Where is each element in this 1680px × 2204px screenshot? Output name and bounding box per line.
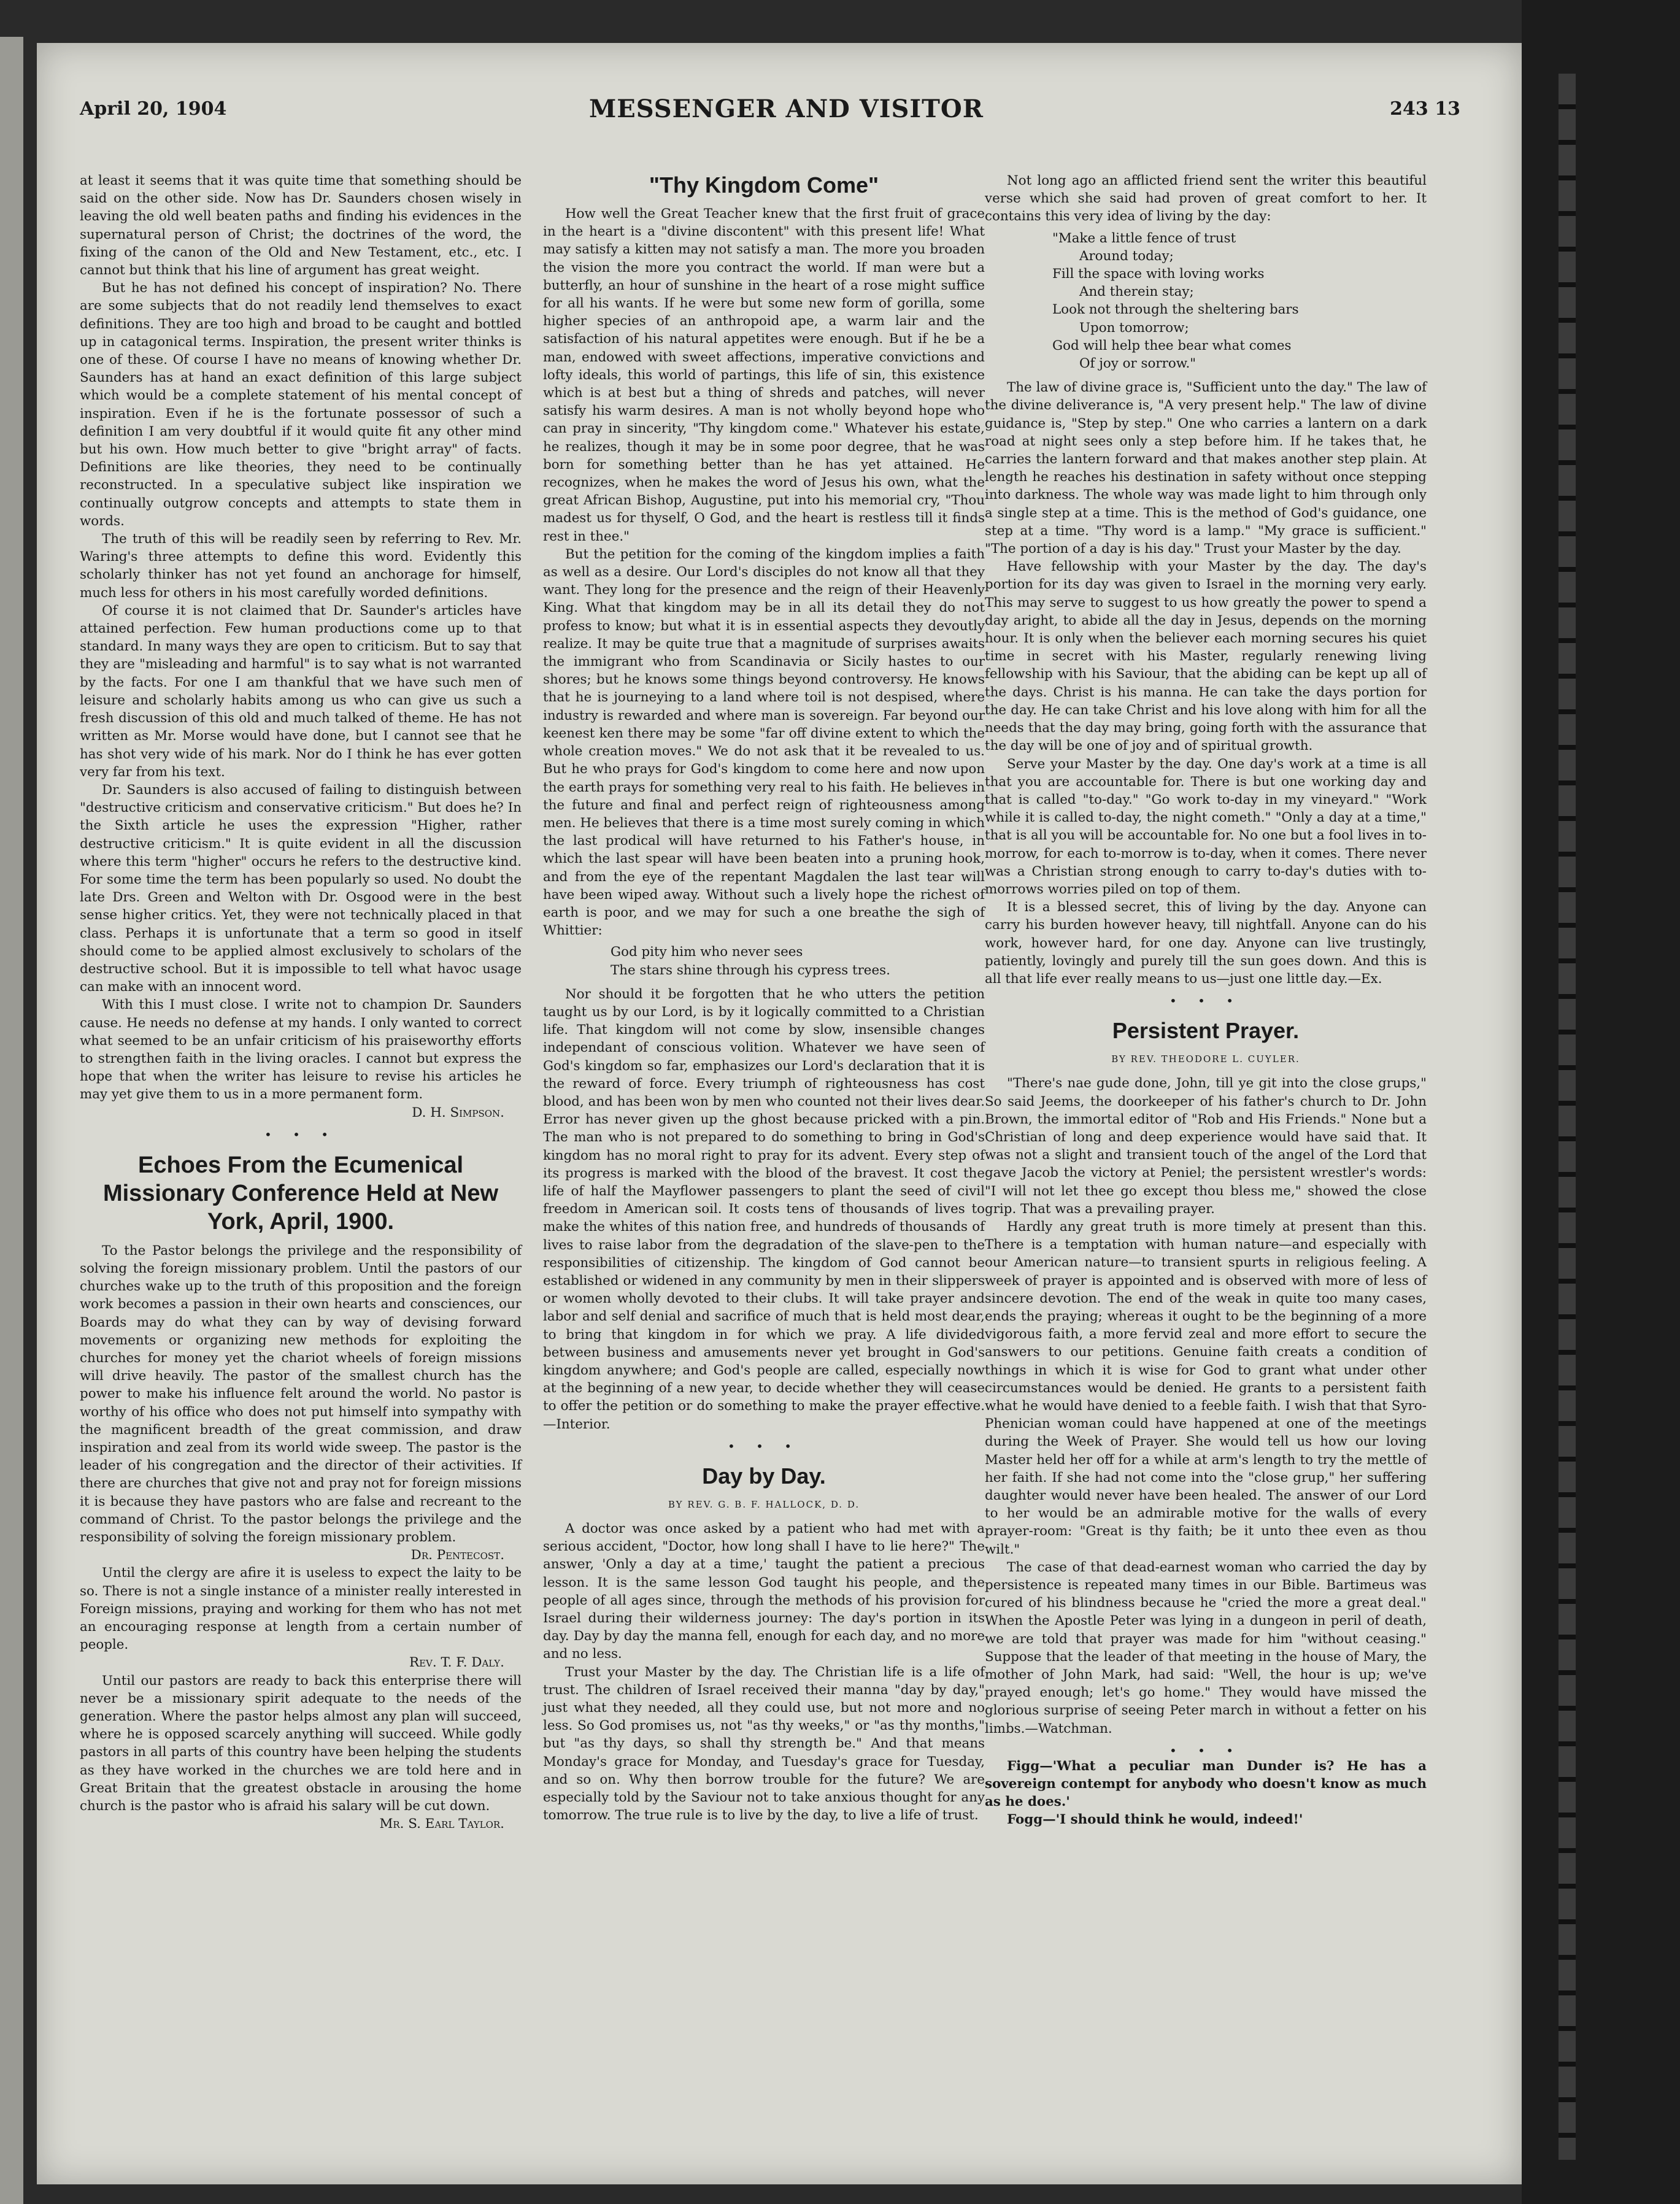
- ornament: • • •: [1169, 993, 1243, 1009]
- byline: BY REV. G. B. F. HALLOCK, D. D.: [668, 1498, 860, 1510]
- paragraph: Fogg—'I should think he would, indeed!': [1007, 1812, 1303, 1828]
- article-title-persistent-prayer: Persistent Prayer.: [1112, 1018, 1300, 1044]
- column-3: [985, 172, 1427, 1829]
- paragraph: Until the clergy are afire it is useless to expect the laity to be so. There is not a single instance of a minister really interested in Foreign missions, praying and working for them who has not met an encouraging response at length from a certain number of people.: [80, 1565, 522, 1653]
- paragraph: The truth of this will be readily seen by referring to Rev. Mr. Waring's three attempts to define this word. Evidently this scholarly thinker has not yet found an anchorage for himself, much less for others in his most carefully worded definitions.: [80, 531, 522, 601]
- paragraph: How well the Great Teacher knew that the first fruit of grace in the heart is a "divine discontent" with this present life! What may satisfy a kitten may not satisfy a man. The more you broaden the vision the more you contract the world. If man were but a butterfly, an hour of sunshine in the heart of a rose might suffice for all his wants. If he were but some new form of gorilla, some higher species of an anthropoid ape, a warm lair and the satisfaction of his natural appetites were enough. But if he be a man, endowed with sweet affections, imperative convictions and lofty ideals, this world of partings, this life of sin, this existence which is at best but a thing of shreds and patches, will never satisfy his warm desires. A man is not wholly beyond hope who can pray in sincerity, "Thy kingdom come." Whatever his estate, he realizes, though it may be in some poor degree, that he was born for something better than he has yet attained. He recognizes, when he makes the word of Jesus his own, what the great African Bishop, Augustine, put into his memorial cry, "Thou madest us for thyself, O God, and the heart is restless till it finds rest in thee.": [543, 206, 985, 544]
- paragraph: It is a blessed secret, this of living by the day. Anyone can carry his burden however heavy, till nightfall. Anyone can do his work, however hard, for one day. Anyone can live trustingly, patiently, lovingly and purely till the sun goes down. And this is all that life ever really means to us—just one little day.—Ex.: [985, 900, 1427, 987]
- paragraph: Of course it is not claimed that Dr. Saunder's articles have attained perfection. Few human productions come up to that standard. In many ways they are open to criticism. But to say that they are "misleading and harmful" is to say what is not warranted by the facts. For one I am thankful that we have such men of leisure and scholarly habits among us who can give us such a fresh discussion of this old and much talked of theme. He has not written as Mr. Morse would have done, but I cannot see that he has shot very wide of his mark. Nor do I think he has ever gotten very far from his text.: [80, 603, 522, 780]
- poem-line: The stars shine through his cypress trees.: [611, 962, 890, 978]
- byline: BY REV. THEODORE L. CUYLER.: [1111, 1054, 1300, 1065]
- adjacent-page-edge: [0, 37, 23, 2204]
- ornament: • • •: [727, 1438, 801, 1454]
- paragraph: Until our pastors are ready to back this enterprise there will never be a missionary spirit adequate to the needs of the generation. Where the pastor helps almost any plan will succeed, where he is opposed scarcely anything will succeed. While godly pastors in all parts of this country have been helping the students as they have worked in the churches we are told here and in Great Britain that the greatest obstacle in arousing the home church is the pastor who is afraid his salary will be cut down.: [80, 1673, 522, 1814]
- poem-line: Of joy or sorrow.": [1079, 356, 1196, 372]
- article-title-echoes: Echoes From the Ecumenical Missionary Conference Held at New York, April, 1900.: [102, 1152, 499, 1235]
- page-header: [80, 92, 1485, 135]
- column-1: [80, 172, 522, 1833]
- paragraph: Have fellowship with your Master by the day. The day's portion for its day was given to Israel in the morning very early. This may serve to suggest to us how greatly the power to spend a day aright, to abide all the day in Jesus, depends on the morning hour. It is only when the believer each morning secures his quiet time in secret with his Master, regularly renewing living fellowship with his Saviour, that the abiding can be kept up all of the days. Christ is his manna. He can take the days portion for the day. He can take Christ and his love along with him for all the needs that the day may bring, going forth with the assurance that the day will be one of joy and of spiritual growth.: [985, 559, 1427, 754]
- header-date: April 20, 1904: [80, 98, 227, 120]
- ornament: • • •: [1169, 1743, 1243, 1758]
- poem-line: Look not through the sheltering bars: [1052, 302, 1299, 318]
- poem-line: Around today;: [1079, 248, 1174, 264]
- paragraph: The law of divine grace is, "Sufficient unto the day." The law of the divine deliverance is, "A very present help." The law of divine guidance is, "Step by step." One who carries a lantern on a dark road at night sees only a step before him. If he takes that, he carries the lantern forward and that makes another step plain. At length he reaches his destination in safety without once stepping into darkness. The whole way was made light to him through only a single step at a time. This is the method of God's guidance, one step at a time. "Thy word is a lamp." "My grace is sufficient." "The portion of a day is his day." Trust your Master by the day.: [985, 380, 1427, 557]
- signature: Dr. Pentecost.: [410, 1547, 504, 1563]
- signature: Rev. T. F. Daly.: [409, 1655, 504, 1671]
- poem-verse: [1052, 229, 1427, 373]
- paragraph: The case of that dead-earnest woman who carried the day by persistence is repeated many times in our Bible. Bartimeus was cured of his blindness because he "cried the more a great deal." When the Apostle Peter was lying in a dungeon in peril of death, we are told that prayer was made for him "without ceasing." Suppose that the leader of that meeting in the house of Mary, the mother of John Mark, had said: "Well, the hour is up; we've prayed enough; let's go home." They would have missed the glorious surprise of seeing Peter march in without a fetter on his limbs.—Watchman.: [985, 1559, 1427, 1736]
- ornament: • • •: [264, 1127, 337, 1142]
- paragraph: Not long ago an afflicted friend sent the writer this beautiful verse which she said had proven of great comfort to her. It contains this very idea of living by the day:: [985, 173, 1427, 225]
- article-title-kingdom: "Thy Kingdom Come": [649, 172, 879, 198]
- column-2: [543, 172, 985, 1824]
- poem-line: And therein stay;: [1079, 284, 1194, 300]
- binding-edge: [1559, 74, 1576, 2160]
- poem-line: Fill the space with loving works: [1052, 266, 1265, 282]
- poem-line: "Make a little fence of trust: [1052, 230, 1236, 246]
- poem-line: Upon tomorrow;: [1079, 320, 1189, 336]
- paragraph: To the Pastor belongs the privilege and the responsibility of solving the foreign missionary problem. Until the pastors of our churches wake up to the truth of this proposition and the foreign work becomes a passion in their own hearts and consciences, our Boards may do what they can by way of devising forward movements or organizing new methods for exploiting the churches for money yet the chariot wheels of foreign missions will drive heavily. The pastor of the smallest church has the power to make his influence felt around the world. No pastor is worthy of his office who does not put himself into sympathy with the magnificent breadth of the great commission, and draw inspiration and zeal from its world wide sweep. The pastor is the leader of his congregation and the director of their activities. If there are churches that give not and pray not for foreign missions it is because they have pastors who are false and recreant to the command of Christ. To the pastor belongs the privilege and the responsibility of solving the foreign missionary problem.: [80, 1243, 522, 1546]
- paragraph: Figg—'What a peculiar man Dunder is? He has a sovereign contempt for anybody who doesn't know as much as he does.': [985, 1758, 1427, 1810]
- paragraph: "There's nae gude done, John, till ye git into the close grups," So said Jeems, the doorkeeper of his father's church to Dr. John Brown, the immortal editor of "Rob and His Friends." None but a Christian of long and deep experience would have said that. It was not a slight and transient touch of the angel of the Lord that gave Jacob the victory at Peniel; the persistent wrestler's words: "I will not let thee go except thou bless me," showed the close grip. That was a prevailing prayer.: [985, 1076, 1427, 1217]
- poem-line: God pity him who never sees: [611, 944, 803, 960]
- poem-quote: [611, 943, 985, 979]
- paragraph: Trust your Master by the day. The Christian life is a life of trust. The children of Israel received their manna "day by day," just what they needed, all they could use, but not more and no less. So God promises us, not "as thy weeks," or "as thy months," but "as thy days, so shall thy strength be." And that means Monday's grace for Monday, and Tuesday's grace for Tuesday, and so on. Why then borrow trouble for the future? We are especially told by the Saviour not to take anxious thought for any tomorrow. The true rule is to live by the day, to live a life of trust.: [543, 1664, 985, 1824]
- signature: D. H. Simpson.: [412, 1104, 504, 1120]
- paragraph: Nor should it be forgotten that he who utters the petition taught us by our Lord, is by it logically committed to a Christian life. That kingdom will not come by slow, insensible changes independant of conscious volition. Whatever we have seen of God's kingdom so far, emphasizes our Lord's declaration that it is the reward of force. Every triumph of righteousness has cost blood, and has been won by men who counted not their lives dear. Error has never given up the ghost because pricked with a pin. The man who is not prepared to do something to bring in God's kingdom has no moral right to pray for its advent. Every step of its progress is marked with the blood of the bravest. It cost the life of half the Mayflower passengers to plant the seed of civil freedom in American soil. It costs tens of thousands of lives to make the whites of this nation free, and hundreds of thousands of lives to raise labor from the degradation of the slave-pen to the responsibilities of citizenship. The kingdom of God cannot be established or widened in any community by men in their slippers or women wholly devoted to their clubs. It will take prayer and labor and self denial and sacrifice of much that is held most dear, to bring that kingdom in for which we pray. A life divided between business and amusements never yet brought in God's kingdom anywhere; and God's people are called, especially now at the beginning of a new year, to decide whether they will cease to offer the petition or do something to make the prayer effective.—Interior.: [543, 986, 985, 1432]
- scan-background: [1522, 0, 1680, 2204]
- paragraph: Hardly any great truth is more timely at present than this. There is a temptation with human nature—and especially with our American nature—to transient spurts in religious feeling. A week of prayer is appointed and is observed with more of less of sincere devotion. The end of the weak in quite too many cases, ends the praying; whereas it ought to be the beginning of a more vigorous faith, a more fervid zeal and more effort to secure the answers to our petitions. Genuine faith creats a condition of things in which it is wise for God to grant what under other circumstances would be denied. He grants to a persistent faith what he would have denied to a feeble faith. I wish that that Syro-Phenician woman could have happened at one of the meetings during the Week of Prayer. She would tell us how our loving Master held her off for a while at arm's length to try the mettle of her faith. If she had not come into the "close grup," her suffering daughter would never have been healed. The answer of our Lord to her would be an admirable motive for the walls of every prayer-room: "Great is thy faith; be it unto thee even as thou wilt.": [985, 1219, 1427, 1557]
- paragraph: But the petition for the coming of the kingdom implies a faith as well as a desire. Our Lord's disciples do not know all that they want. They long for the presence and the reign of their Heavenly King. What that kingdom may be in all its detail they do not profess to know; but what it is in essential aspects they devoutly realize. It may be quite true that a magnitude of surprises awaits the immigrant who from Scandinavia or Sicily hastes to our shores; but he knows some things beyond controversy. He knows that he is journeying to a land where toil is not despised, where industry is rewarded and where man is sovereign. Far beyond our keenest ken there may be some "far off divine extent to which the whole creation moves." We do not ask that it be revealed to us. But he who prays for God's kingdom to come here and now upon the earth prays for something very real to his faith. He believes in the future and final and perfect reign of righteousness among men. He believes that there is a time most surely coming in which the last prodical will have returned to his Father's house, in which the last spear will have been beaten into a pruning hook, and from the eye of the repentant Magdalen the last tear will have been wiped away. Without such a lively hope the richest of earth is poor, and we may for such a one breathe the sigh of Whittier:: [543, 546, 985, 939]
- article-title-day-by-day: Day by Day.: [702, 1463, 826, 1489]
- paragraph: But he has not defined his concept of inspiration? No. There are some subjects that do not readily lend themselves to exact definitions. They are too high and broad to be caught and bottled up in catagonical terms. Inspiration, the present writer thinks is one of these. Of course I have no means of knowing whether Dr. Saunders has at hand an exact definition of this large subject which would be a complete statement of his mental concept of inspiration. Even if he is the fortunate possessor of such a definition I am very doubtful if it would quite fit any other mind but his own. How much better to give "bright array" of facts. Definitions are like theories, they need to be continually reconstructed. In a speculative subject like inspiration we continually outgrow concepts and attempts to state them in words.: [80, 280, 522, 529]
- paragraph: A doctor was once asked by a patient who had met with a serious accident, "Doctor, how long shall I have to lie here?" The answer, 'Only a day at a time,' taught the patient a precious lesson. It is the same lesson God taught his people, and the people of all ages since, through the methods of his provision for Israel during their wilderness journey: The day's portion in its day. Day by day the manna fell, enough for each day, and no more and no less.: [543, 1521, 985, 1662]
- paragraph: at least it seems that it was quite time that something should be said on the other side. Now has Dr. Saunders chosen wisely in leaving the old well beaten paths and finding his evidences in the supernatural person of Christ; the doctrines of the word, the fixing of the canon of the Old and New Testament, etc., etc. I cannot but think that his line of argument has great weight.: [80, 173, 522, 279]
- poem-line: God will help thee bear what comes: [1052, 337, 1292, 353]
- header-title: MESSENGER AND VISITOR: [589, 94, 984, 123]
- paragraph: Dr. Saunders is also accused of failing to distinguish between "destructive criticism and conservative criticism." But does he? In the Sixth article he uses the expression "Higher, rather destructive criticism." It is quite evident in all the discussion where this term "higher" occurs he refers to the destructive kind. For some time the term has been popularly so used. No doubt the late Drs. Green and Welton with Dr. Osgood were in the best sense higher critics. Yet, they were not technically placed in that class. Perhaps it is unfortunate that a term so good in itself should come to be applied almost exclusively to scholars of the destructive school. But it is impossible to tell what havoc usage can make with an innocent word.: [80, 782, 522, 995]
- signature: Mr. S. Earl Taylor.: [379, 1816, 504, 1832]
- header-page-number: 243 13: [1390, 98, 1460, 120]
- paragraph: With this I must close. I write not to champion Dr. Saunders cause. He needs no defense at my hands. I only wanted to correct what seemed to be an unfair criticism of his praiseworthy efforts to strengthen faith in the living oracles. I cannot but express the hope that when the writer has leisure to revise his articles he may yet give them to us in a more permanent form.: [80, 997, 522, 1103]
- paragraph: Serve your Master by the day. One day's work at a time is all that you are accountable for. There is but one working day and that is called "to-day." "Go work to-day in my vineyard." "Work while it is called to-day, the night cometh." "Only a day at a time," that is all you will be accountable for. No one but a fool lives in to-morrow, for each to-morrow is to-day, when it comes. There never was a Christian strong enough to carry to-day's duties with to-morrows worries piled on top of them.: [985, 756, 1427, 897]
